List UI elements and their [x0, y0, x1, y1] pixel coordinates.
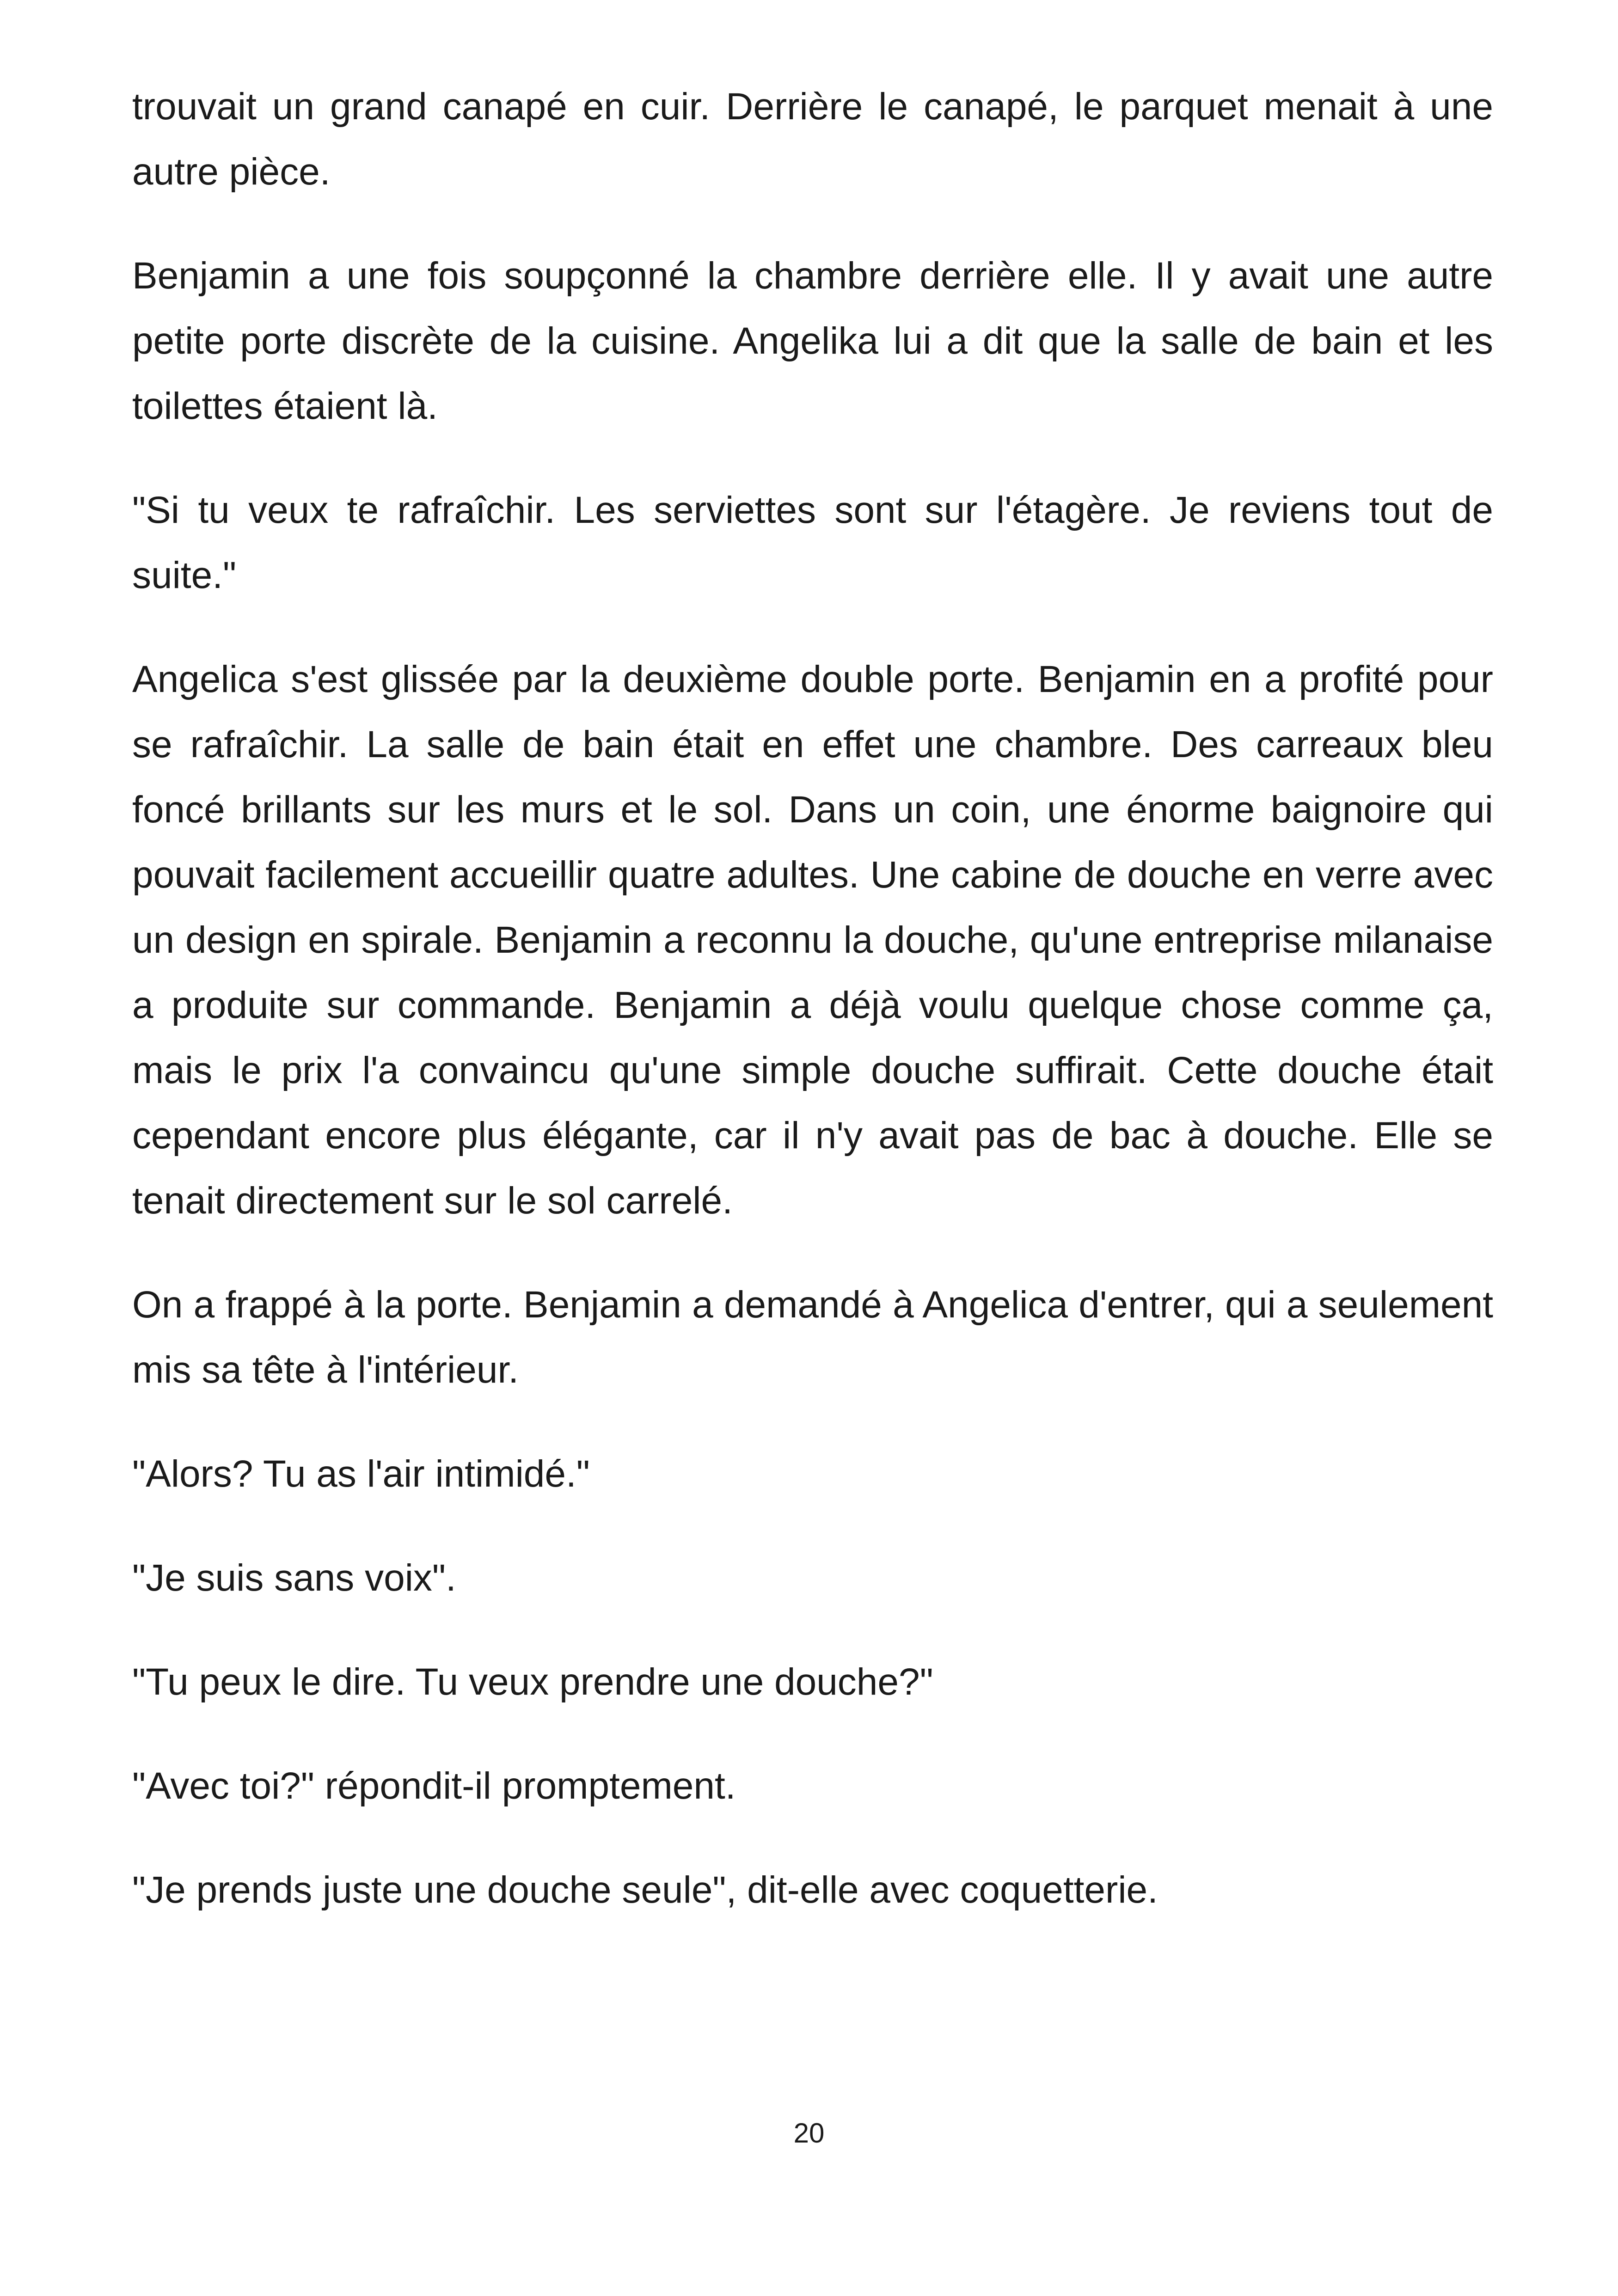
page-number: 20	[793, 2118, 825, 2149]
paragraph-7: "Je suis sans voix".	[132, 1557, 456, 1599]
paragraph-1: trouvait un grand canapé en cuir. Derrière le canapé, le parquet menait à une autre pièce.	[132, 86, 1493, 193]
paragraph-6: "Alors? Tu as l'air intimidé."	[132, 1453, 590, 1495]
body-text	[132, 74, 1493, 1961]
paragraph-2: Benjamin a une fois soupçonné la chambre derrière elle. Il y avait une autre petite porte discrète de la cuisine. Angelika lui a dit que la salle de bain et les toilettes étaient là.	[132, 255, 1493, 427]
paragraph-5: On a frappé à la porte. Benjamin a demandé à Angelica d'entrer, qui a seulement mis sa tête à l'intérieur.	[132, 1284, 1493, 1391]
paragraph-8: "Tu peux le dire. Tu veux prendre une douche?"	[132, 1661, 933, 1703]
paragraph-4: Angelica s'est glissée par la deuxième double porte. Benjamin en a profité pour se rafraîchir. La salle de bain était en effet une chambre. Des carreaux bleu foncé brillants sur les murs et le sol. Dans un coin, une énorme baignoire qui pouvait facilement accueillir quatre adultes. Une cabine de douche en verre avec un design en spirale. Benjamin a reconnu la douche, qu'une entreprise milanaise a produite sur commande. Benjamin a déjà voulu quelque chose comme ça, mais le prix l'a convaincu qu'une simple douche suffirait. Cette douche était cependant encore plus élégante, car il n'y avait pas de bac à douche. Elle se tenait directement sur le sol carrelé.	[132, 658, 1493, 1222]
paragraph-3: "Si tu veux te rafraîchir. Les serviettes sont sur l'étagère. Je reviens tout de suite."	[132, 489, 1493, 596]
paragraph-9: "Avec toi?" répondit-il promptement.	[132, 1765, 736, 1807]
paragraph-10: "Je prends juste une douche seule", dit-elle avec coquetterie.	[132, 1869, 1158, 1911]
